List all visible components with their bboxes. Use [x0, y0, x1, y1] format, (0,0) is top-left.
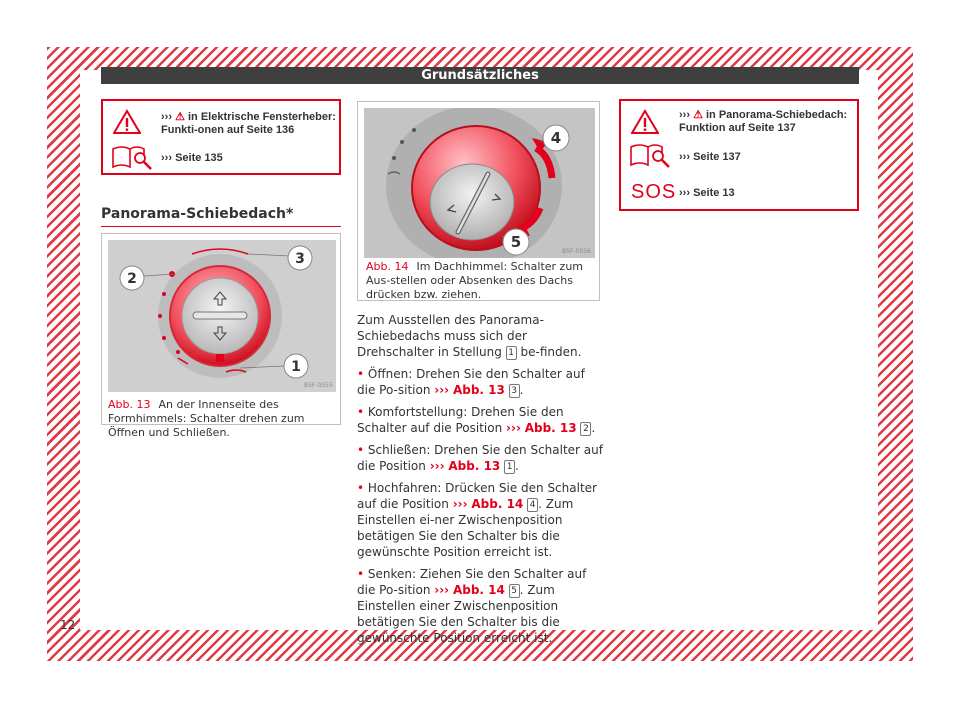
- chevron-icon: ›››: [679, 187, 690, 199]
- bullet-marker: •: [357, 367, 365, 381]
- right-box-row-2-text[interactable]: Seite 137: [693, 151, 741, 163]
- figure-13-caption: [108, 398, 334, 440]
- position-badge: 3: [509, 384, 520, 398]
- bullet-marker: •: [357, 481, 365, 495]
- left-reference-box: [101, 99, 341, 175]
- position-badge: 2: [580, 422, 591, 436]
- figure-14-label: Abb. 14: [366, 260, 409, 273]
- figure-13-code: B5F-0555: [304, 382, 333, 389]
- chevron-icon: ›››: [679, 151, 690, 163]
- section-rule: [101, 226, 341, 227]
- callout-2: [118, 264, 146, 292]
- bullet-marker: •: [357, 443, 365, 457]
- body-text: [357, 312, 605, 652]
- bullet-text-tail: .: [515, 459, 519, 473]
- bullet-text: Hochfahren: Drücken Sie den Schalter auf die Position: [357, 481, 597, 511]
- chevron-icon: ›››: [161, 152, 172, 164]
- right-box-row-3-text[interactable]: Seite 13: [693, 187, 735, 199]
- bullet-text-tail: . Zum Einstellen einer Zwischenposition betätigen Sie den Schalter bis die gewünschte Position erreicht ist.: [357, 583, 560, 645]
- bullet-item: [357, 566, 605, 646]
- callout-2-label: 2: [127, 271, 137, 287]
- chevron-icon: ›››: [429, 459, 445, 473]
- manual-search-icon: [110, 143, 154, 171]
- figure-reference-link[interactable]: Abb. 14: [471, 497, 524, 511]
- figure-13-caption-text: An der Innenseite des Formhimmels: Schalter drehen zum Öffnen und Schließen.: [108, 398, 305, 439]
- figure-reference-link[interactable]: Abb. 13: [448, 459, 501, 473]
- bullet-text: Schließen: Drehen Sie den Schalter auf die Position: [357, 443, 603, 473]
- intro-text-b: be-finden.: [520, 345, 582, 359]
- position-badge: 5: [509, 584, 520, 598]
- bullet-marker: •: [357, 567, 365, 581]
- bullet-item: [357, 480, 605, 560]
- small-warning-icon: ⚠: [693, 109, 703, 121]
- section-title: Panorama-Schiebedach*: [101, 206, 294, 222]
- intro-text-a: Zum Ausstellen des Panorama-Schiebedachs muss sich der Drehschalter in Stellung: [357, 313, 544, 359]
- callout-5: [500, 226, 532, 258]
- figure-13: [101, 233, 341, 439]
- chevron-icon: ›››: [506, 421, 521, 435]
- right-box-row-2: [679, 151, 855, 164]
- bullet-item: [357, 366, 605, 398]
- right-box-row-3: [679, 187, 855, 200]
- chevron-icon: ›››: [679, 109, 690, 121]
- warning-icon: [631, 109, 659, 135]
- bullet-list: [357, 366, 605, 646]
- callout-4-label: 4: [550, 129, 562, 147]
- chevron-icon: ›››: [434, 383, 450, 397]
- figure-14-code: B5F-0556: [562, 248, 591, 255]
- manual-search-icon: [628, 141, 672, 169]
- bullet-text-tail: . Zum Einstellen ei-ner Zwischenposition betätigen Sie den Schalter bis die gewünschte Position erreicht ist.: [357, 497, 574, 559]
- sos-icon: [631, 181, 676, 204]
- left-box-row-2: [161, 152, 337, 165]
- bullet-text: Öffnen: Drehen Sie den Schalter auf die Po-sition: [357, 367, 585, 397]
- figure-14-image: [364, 108, 595, 258]
- chevron-icon: ›››: [161, 111, 172, 123]
- position-badge: 4: [527, 498, 538, 512]
- figure-14-caption: [366, 260, 592, 302]
- callout-1: [282, 352, 310, 380]
- bullet-text-tail: .: [591, 421, 596, 435]
- figure-reference-link[interactable]: Abb. 13: [452, 383, 505, 397]
- bullet-marker: •: [357, 405, 365, 419]
- chevron-icon: ›››: [434, 583, 450, 597]
- left-box-row-2-text[interactable]: Seite 135: [175, 152, 223, 164]
- figure-14: [357, 101, 600, 301]
- position-badge: 1: [506, 346, 517, 360]
- callout-4: [540, 122, 572, 154]
- bullet-item: [357, 442, 605, 474]
- bullet-text: Komfortstellung: Drehen Sie den Schalter auf die Position: [357, 405, 564, 435]
- right-box-row-1-text[interactable]: in Panorama-Schiebedach: Funktion auf Seite 137: [679, 109, 848, 134]
- right-box-row-1: [679, 109, 855, 135]
- callout-5-label: 5: [510, 233, 522, 251]
- left-box-row-1-text[interactable]: in Elektrische Fensterheber: Funkti-onen auf Seite 136: [161, 111, 336, 136]
- figure-13-image: [108, 240, 336, 392]
- right-reference-box: [619, 99, 859, 211]
- intro-paragraph: [357, 312, 605, 360]
- bullet-item: [357, 404, 605, 436]
- callout-3-label: 3: [295, 251, 305, 267]
- page-header: Grundsätzliches: [101, 67, 859, 84]
- warning-icon: [113, 109, 141, 135]
- figure-13-label: Abb. 13: [108, 398, 151, 411]
- figure-14-caption-text: Im Dachhimmel: Schalter zum Aus-stellen oder Absenken des Dachs drücken bzw. ziehen.: [366, 260, 584, 301]
- bullet-text-tail: .: [519, 383, 524, 397]
- small-warning-icon: ⚠: [175, 111, 185, 123]
- page-number: 12: [60, 618, 76, 632]
- callout-3: [286, 244, 314, 272]
- left-box-row-1: [161, 111, 337, 137]
- callout-1-label: 1: [291, 359, 301, 375]
- chevron-icon: ›››: [452, 497, 468, 511]
- figure-reference-link[interactable]: Abb. 13: [524, 421, 577, 435]
- sos-label: SOS: [631, 181, 677, 203]
- position-badge: 1: [504, 460, 515, 474]
- bullet-text: Senken: Ziehen Sie den Schalter auf die Po-sition: [357, 567, 587, 597]
- figure-reference-link[interactable]: Abb. 14: [452, 583, 505, 597]
